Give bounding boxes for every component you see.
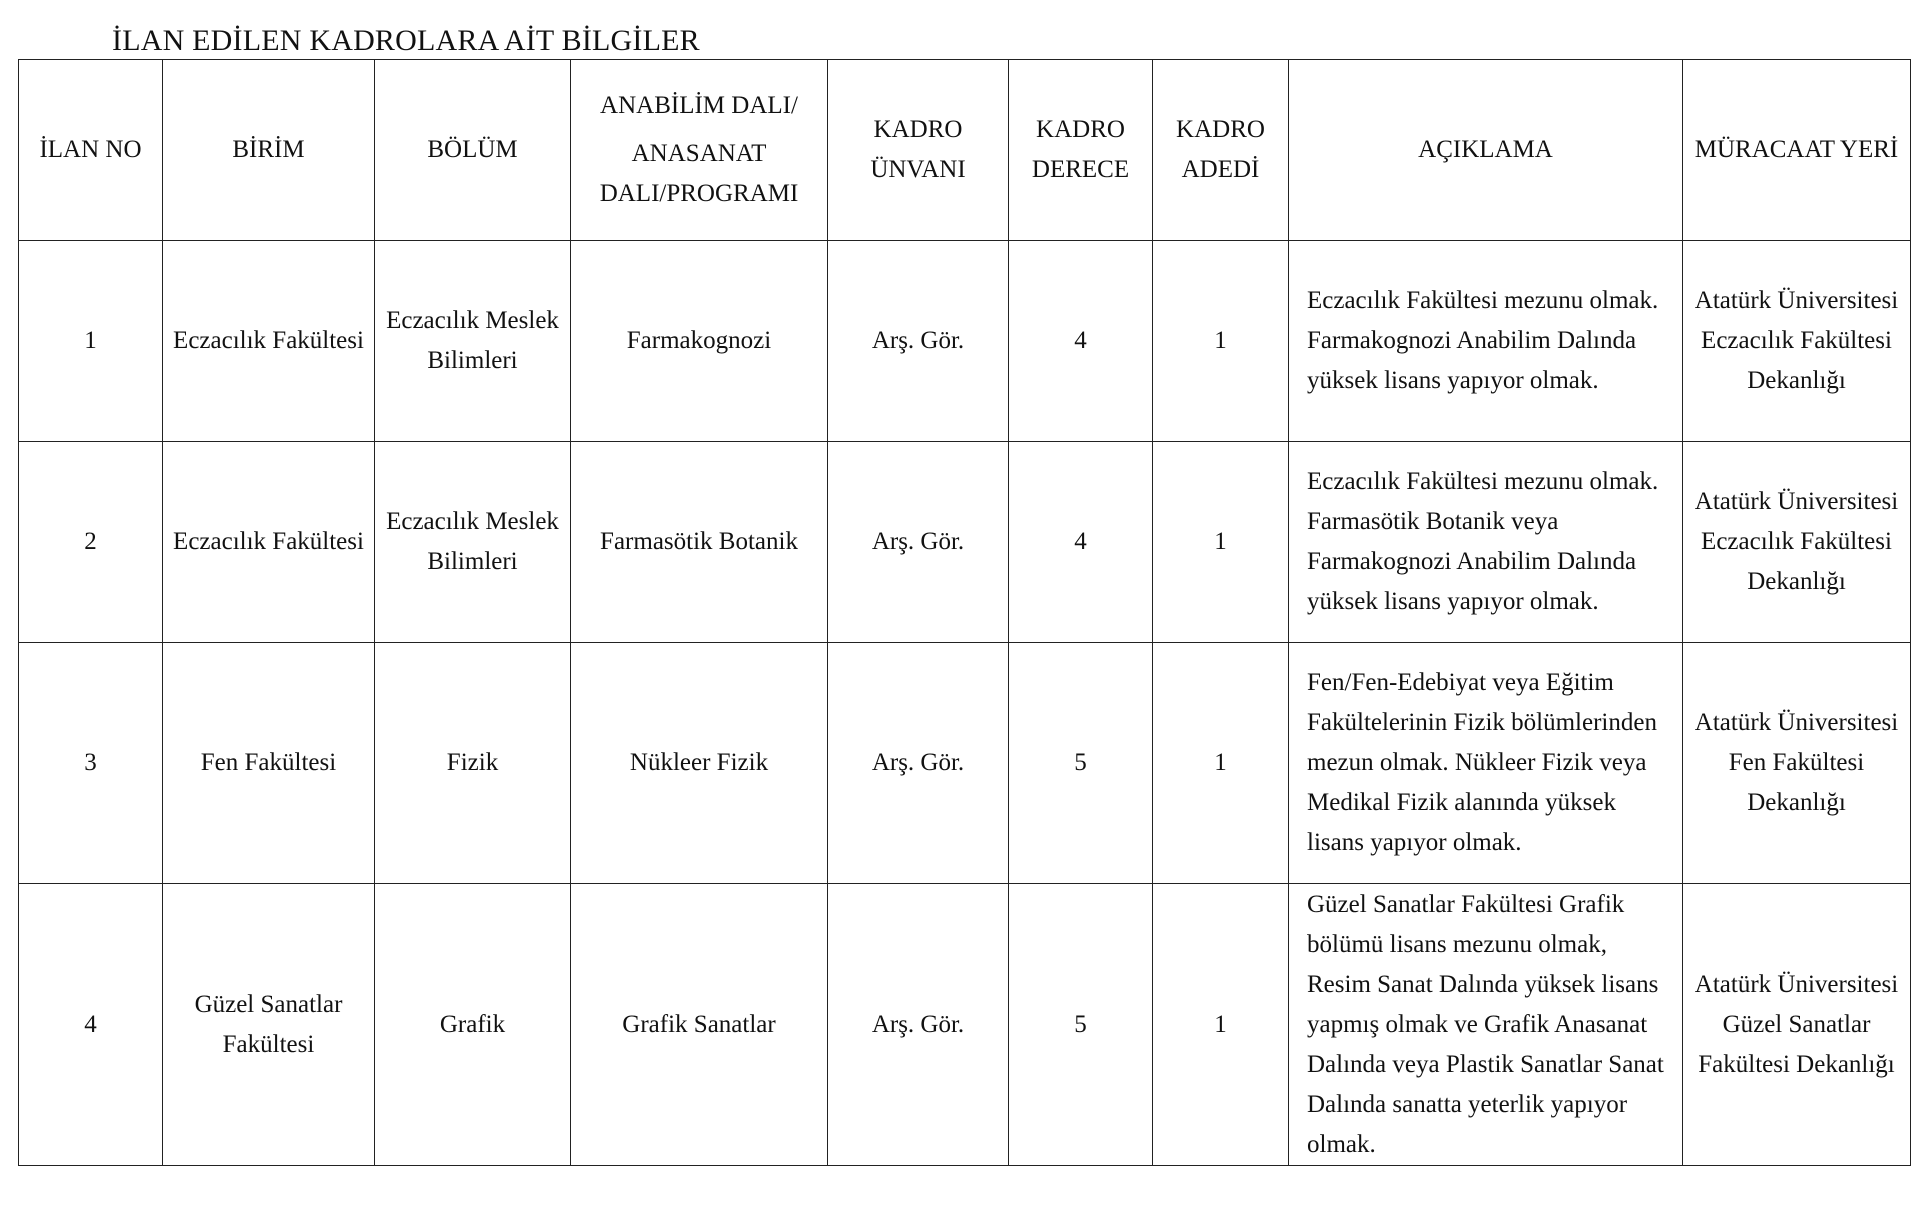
header-birim: BİRİM [163,60,375,241]
cell-muracaat: Atatürk Üniversitesi Fen Fakültesi Dekanlığı [1683,643,1911,884]
cell-birim: Fen Fakültesi [163,643,375,884]
cell-adet: 1 [1153,884,1289,1166]
table-row [19,241,1911,442]
cell-unvan: Arş. Gör. [828,442,1009,643]
header-anabilim [571,60,828,241]
page-title: İLAN EDİLEN KADROLARA AİT BİLGİLER [112,24,700,57]
header-anabilim-line2: ANASANAT DALI/PROGRAMI [599,140,799,207]
cell-bolum: Fizik [375,643,571,884]
cell-muracaat: Atatürk Üniversitesi Eczacılık Fakültesi Dekanlığı [1683,442,1911,643]
header-kadro-unvani: KADRO ÜNVANI [828,60,1009,241]
cell-adet: 1 [1153,643,1289,884]
cell-unvan: Arş. Gör. [828,643,1009,884]
cell-anabilim: Farmasötik Botanik [571,442,828,643]
header-row [19,60,1911,241]
cell-derece: 4 [1009,241,1153,442]
table-row [19,884,1911,1166]
cell-ilan-no: 3 [19,643,163,884]
cell-muracaat: Atatürk Üniversitesi Eczacılık Fakültesi Dekanlığı [1683,241,1911,442]
table-row [19,643,1911,884]
positions-table [18,59,1911,1166]
cell-bolum: Eczacılık Meslek Bilimleri [375,241,571,442]
cell-birim: Eczacılık Fakültesi [163,241,375,442]
header-anabilim-line1: ANABİLİM DALI/ [600,92,798,119]
header-kadro-derece: KADRO DERECE [1009,60,1153,241]
header-muracaat-yeri: MÜRACAAT YERİ [1683,60,1911,241]
cell-unvan: Arş. Gör. [828,241,1009,442]
cell-anabilim: Nükleer Fizik [571,643,828,884]
cell-adet: 1 [1153,241,1289,442]
cell-derece: 5 [1009,884,1153,1166]
cell-muracaat: Atatürk Üniversitesi Güzel Sanatlar Fakültesi Dekanlığı [1683,884,1911,1166]
table-row [19,442,1911,643]
cell-ilan-no: 4 [19,884,163,1166]
cell-ilan-no: 2 [19,442,163,643]
cell-anabilim: Farmakognozi [571,241,828,442]
cell-adet: 1 [1153,442,1289,643]
header-aciklama: AÇIKLAMA [1289,60,1683,241]
cell-derece: 5 [1009,643,1153,884]
cell-aciklama: Güzel Sanatlar Fakültesi Grafik bölümü lisans mezunu olmak, Resim Sanat Dalında yüksek lisans yapmış olmak ve Grafik Anasanat Dalında veya Plastik Sanatlar Sanat Dalında sanatta yeterlik yapıyor olmak. [1289,884,1683,1166]
cell-bolum: Eczacılık Meslek Bilimleri [375,442,571,643]
cell-bolum: Grafik [375,884,571,1166]
cell-anabilim: Grafik Sanatlar [571,884,828,1166]
cell-aciklama: Eczacılık Fakültesi mezunu olmak. Farmakognozi Anabilim Dalında yüksek lisans yapıyor olmak. [1289,241,1683,442]
cell-derece: 4 [1009,442,1153,643]
header-bolum: BÖLÜM [375,60,571,241]
cell-birim: Eczacılık Fakültesi [163,442,375,643]
header-ilan-no: İLAN NO [19,60,163,241]
cell-aciklama: Eczacılık Fakültesi mezunu olmak. Farmasötik Botanik veya Farmakognozi Anabilim Dalında yüksek lisans yapıyor olmak. [1289,442,1683,643]
cell-aciklama: Fen/Fen-Edebiyat veya Eğitim Fakültelerinin Fizik bölümlerinden mezun olmak. Nükleer Fizik veya Medikal Fizik alanında yüksek lisans yapıyor olmak. [1289,643,1683,884]
cell-unvan: Arş. Gör. [828,884,1009,1166]
cell-ilan-no: 1 [19,241,163,442]
cell-birim: Güzel Sanatlar Fakültesi [163,884,375,1166]
header-kadro-adedi: KADRO ADEDİ [1153,60,1289,241]
